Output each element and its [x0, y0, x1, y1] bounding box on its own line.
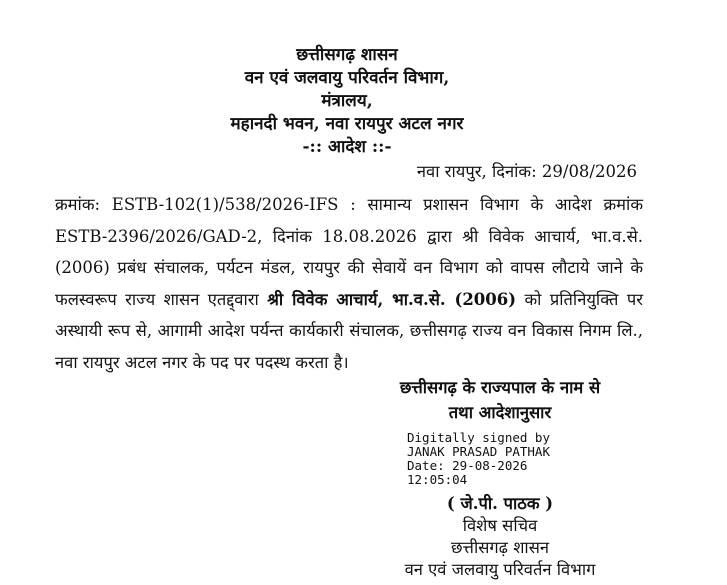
letterhead-ministry: मंत्रालय, — [321, 91, 373, 111]
digital-signature-name: JANAK PRASAD PATHAK — [407, 444, 550, 459]
digital-signature — [407, 431, 550, 487]
signatory-government: छत्तीसगढ़ शासन — [450, 538, 550, 557]
letterhead-department: वन एवं जलवायु परिवर्तन विभाग, — [244, 68, 450, 88]
digital-signature-time: 12:05:04 — [407, 472, 468, 487]
signatory-department: वन एवं जलवायु परिवर्तन विभाग — [404, 560, 596, 579]
order-heading: -:: आदेश ::- — [302, 137, 392, 157]
digital-signature-date: Date: 29-08-2026 — [407, 458, 528, 473]
letterhead-address: महानदी भवन, नवा रायपुर अटल नगर — [230, 114, 464, 134]
letterhead — [0, 44, 694, 159]
signoff — [380, 375, 620, 425]
signatory-designation: विशेष सचिव — [462, 516, 538, 535]
digital-signature-label: Digitally signed by — [407, 430, 550, 445]
signoff-line-2: तथा आदेशानुसार — [448, 403, 552, 422]
signatory-name: ( जे.पी. पाठक ) — [446, 494, 554, 513]
order-date: नवा रायपुर, दिनांक: 29/08/2026 — [416, 162, 637, 181]
letterhead-government: छत्तीसगढ़ शासन — [296, 45, 398, 65]
order-body-text-2: को प्रतिनियुक्ति पर अस्थायी रूप से, आगामी आदेश पर्यन्त कार्यकारी संचालक, छत्तीसगढ़ राज्य वन विकास निगम लि., नवा रायपुर अटल नगर के पद पर पदस्थ करता है। — [55, 289, 643, 372]
order-body-text-1: क्रमांक: ESTB-102(1)/538/2026-IFS : सामान्य प्रशासन विभाग के आदेश क्रमांक ESTB-2396/2026/GAD-2, दिनांक 18.08.2026 द्वारा श्री विवेक आचार्य, भा.व.से. (2006) प्रबंध संचालक, पर्यटन मंडल, रायपुर की सेवायें वन विभाग को वापस लौटाये जाने के फलस्वरूप राज्य शासन एतद्द्वारा — [55, 195, 643, 309]
order-body — [55, 189, 643, 378]
signoff-line-1: छत्तीसगढ़ के राज्यपाल के नाम से — [399, 378, 601, 397]
officer-name-bold: श्री विवेक आचार्य, भा.व.से. (2006) — [267, 289, 517, 309]
signatory-block — [380, 493, 620, 581]
